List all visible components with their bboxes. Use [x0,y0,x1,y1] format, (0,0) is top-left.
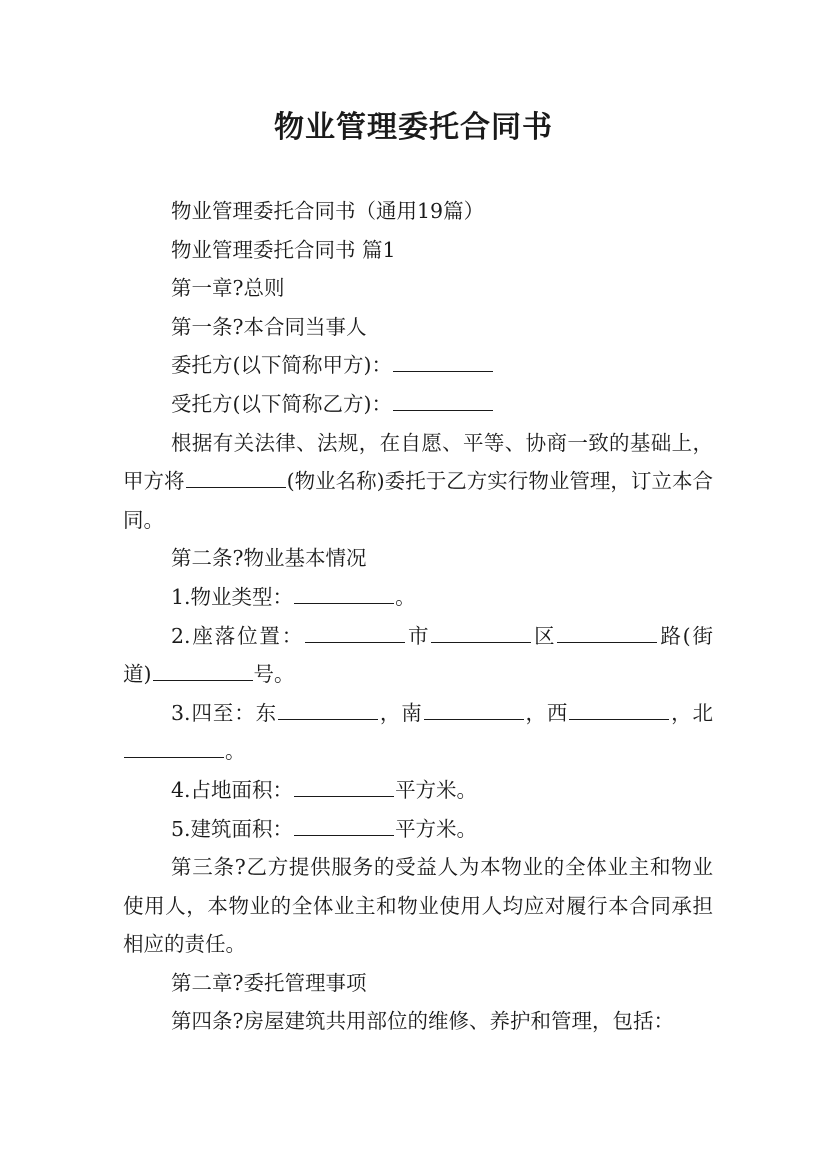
agreement-text-a: 根据有关法律、法规，在自愿、平等、协商一致的基础上，甲方将 [123,430,713,494]
location-road: 路(街道) [123,623,714,687]
document-title: 物业管理委托合同书 [274,110,553,145]
paragraph-chapter-2: 第二章?委托管理事项 [171,970,367,995]
property-type-end: 。 [395,584,416,609]
paragraph-location [123,617,713,694]
boundary-south: ，南 [378,700,423,725]
paragraph-agreement [123,424,713,540]
fill-blank [294,776,394,796]
fill-blank [557,622,657,642]
location-city: 市 [406,623,431,648]
fill-blank [153,661,253,681]
document-body [123,192,713,1041]
paragraph-party-b [123,385,713,424]
paragraph-article-3: 第三条?乙方提供服务的受益人为本物业的全体业主和物业使用人，本物业的全体业主和物业使用人均应对履行本合同承担相应的责任。 [123,855,713,957]
paragraph-building-area [123,810,713,849]
paragraph-chapter-1: 第一章?总则 [171,276,285,301]
party-b-label: 受托方(以下简称乙方)： [171,391,392,416]
boundary-end: 。 [225,739,246,764]
boundary-west: ，西 [524,700,569,725]
fill-blank [431,622,531,642]
paragraph-boundaries [123,694,713,771]
fill-blank [186,468,286,488]
agreement-text-b: (物业名称)委托于乙方实行物业管理，订立本合同。 [123,469,713,532]
paragraph-land-area [123,771,713,810]
location-number: 号。 [253,662,295,687]
location-label: 2.座落位置： [171,623,305,648]
land-area-label: 4.占地面积： [171,777,294,802]
paragraph-property-type [123,578,713,617]
fill-blank [294,583,394,603]
fill-blank [294,815,394,835]
paragraph-section-heading: 物业管理委托合同书 篇1 [171,237,396,262]
building-area-label: 5.建筑面积： [171,816,294,841]
fill-blank [124,738,224,758]
fill-blank [393,352,493,372]
fill-blank [393,391,493,411]
party-a-label: 委托方(以下简称甲方)： [171,353,392,378]
boundary-east: 3.四至：东 [171,700,277,725]
fill-blank [424,699,524,719]
paragraph-article-1: 第一条?本合同当事人 [171,314,367,339]
location-district: 区 [532,623,557,648]
paragraph-article-2: 第二条?物业基本情况 [171,546,367,571]
land-area-unit: 平方米。 [395,777,478,802]
paragraph-subtitle: 物业管理委托合同书（通用19篇） [171,199,485,223]
fill-blank [278,699,378,719]
fill-blank [569,699,669,719]
property-type-label: 1.物业类型： [171,584,294,609]
paragraph-party-a [123,346,713,385]
fill-blank [305,622,405,642]
boundary-north: ，北 [670,700,714,725]
paragraph-article-4: 第四条?房屋建筑共用部位的维修、养护和管理，包括： [171,1009,674,1034]
building-area-unit: 平方米。 [395,816,478,841]
